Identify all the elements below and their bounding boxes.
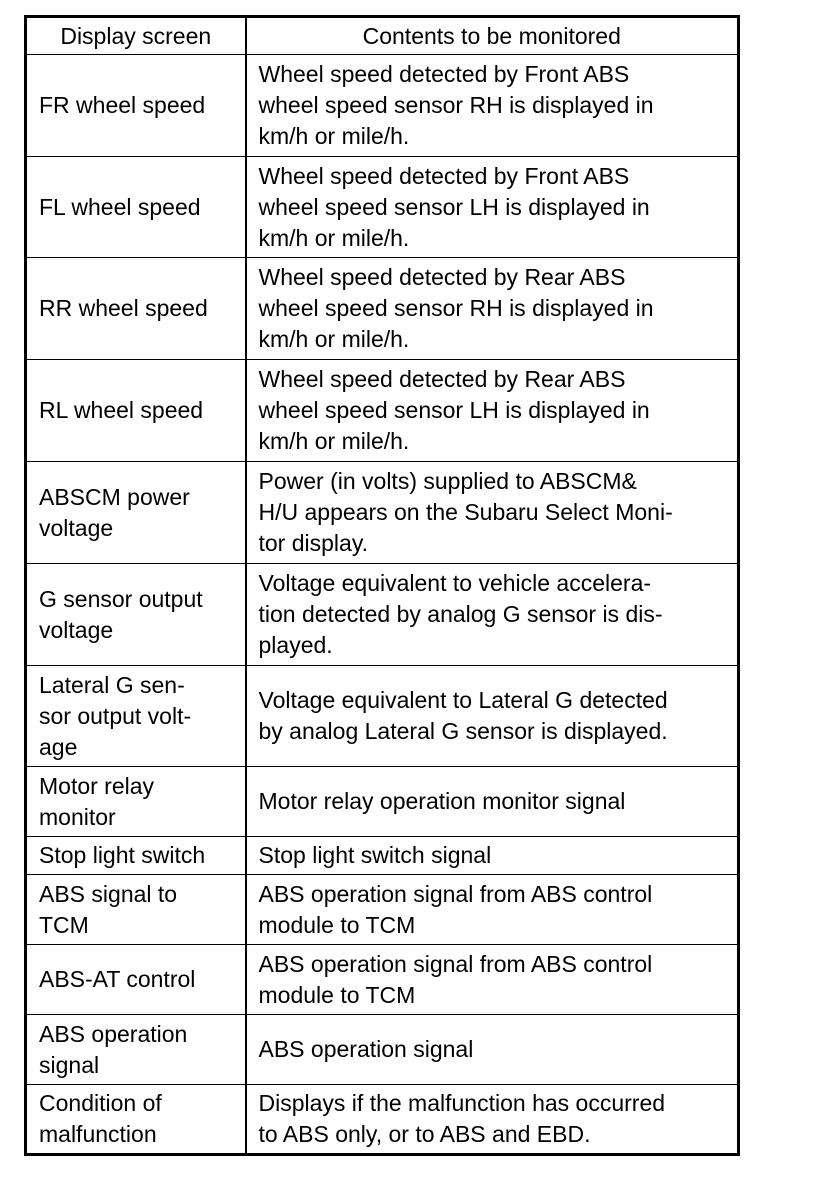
contents-cell: Voltage equivalent to Lateral G detected by analog Lateral G sensor is displayed. — [246, 666, 739, 767]
contents-cell: ABS operation signal from ABS control module to TCM — [246, 945, 739, 1015]
display-screen-cell: Motor relay monitor — [26, 767, 246, 837]
table-row — [26, 767, 739, 837]
display-screen-cell: ABS operation signal — [26, 1015, 246, 1085]
display-screen-cell: RR wheel speed — [26, 258, 246, 360]
table-body — [26, 55, 739, 1155]
contents-cell: Wheel speed detected by Rear ABS wheel speed sensor LH is displayed in km/h or mile/h. — [246, 360, 739, 462]
contents-cell: Wheel speed detected by Rear ABS wheel speed sensor RH is displayed in km/h or mile/h. — [246, 258, 739, 360]
contents-cell: Stop light switch signal — [246, 837, 739, 875]
table-row — [26, 360, 739, 462]
table-row — [26, 1085, 739, 1155]
table-row — [26, 666, 739, 767]
contents-cell: Power (in volts) supplied to ABSCM& H/U appears on the Subaru Select Moni- tor display. — [246, 462, 739, 564]
contents-cell: Voltage equivalent to vehicle accelera- tion detected by analog G sensor is dis- played. — [246, 564, 739, 666]
display-screen-cell: ABS signal to TCM — [26, 875, 246, 945]
display-screen-cell: G sensor output voltage — [26, 564, 246, 666]
table-row — [26, 945, 739, 1015]
table-row — [26, 55, 739, 157]
table-row — [26, 258, 739, 360]
contents-cell: Wheel speed detected by Front ABS wheel speed sensor RH is displayed in km/h or mile/h. — [246, 55, 739, 157]
display-screen-cell: RL wheel speed — [26, 360, 246, 462]
display-screen-cell: ABS-AT control — [26, 945, 246, 1015]
table-row — [26, 837, 739, 875]
header-row — [26, 17, 739, 55]
table-row — [26, 1015, 739, 1085]
table-row — [26, 875, 739, 945]
contents-cell: ABS operation signal — [246, 1015, 739, 1085]
table-row — [26, 462, 739, 564]
table-row — [26, 157, 739, 258]
display-screen-cell: Stop light switch — [26, 837, 246, 875]
display-screen-cell: Condition of malfunction — [26, 1085, 246, 1155]
header-display-screen: Display screen — [26, 17, 246, 55]
display-screen-cell: FL wheel speed — [26, 157, 246, 258]
monitor-table — [24, 15, 740, 1156]
contents-cell: Displays if the malfunction has occurred to ABS only, or to ABS and EBD. — [246, 1085, 739, 1155]
display-screen-cell: FR wheel speed — [26, 55, 246, 157]
table-row — [26, 564, 739, 666]
table-header — [26, 17, 739, 55]
display-screen-cell: Lateral G sen- sor output volt- age — [26, 666, 246, 767]
header-contents-monitored: Contents to be monitored — [246, 17, 739, 55]
display-screen-cell: ABSCM power voltage — [26, 462, 246, 564]
contents-cell: Motor relay operation monitor signal — [246, 767, 739, 837]
contents-cell: Wheel speed detected by Front ABS wheel speed sensor LH is displayed in km/h or mile/h. — [246, 157, 739, 258]
contents-cell: ABS operation signal from ABS control module to TCM — [246, 875, 739, 945]
